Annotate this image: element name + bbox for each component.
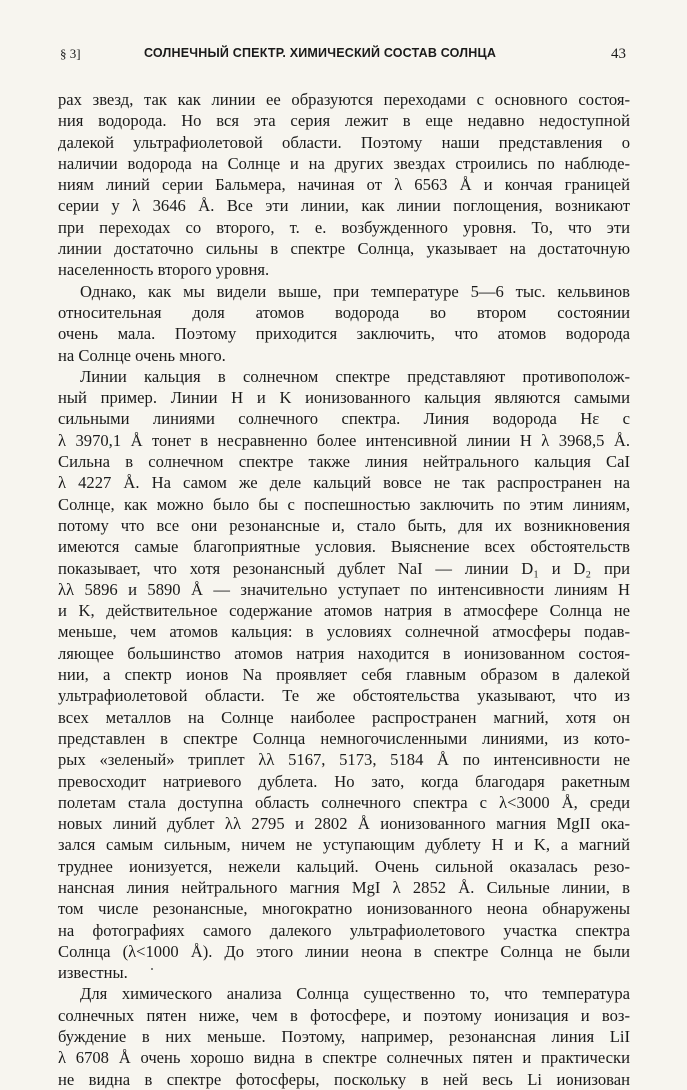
text-line: Сильна в солнечном спектре также линия нейтрального кальция CaI [58, 452, 630, 472]
text-line: не видна в спектре фотосферы, поскольку в ней весь Li ионизован [58, 1069, 630, 1089]
print-speck [151, 968, 153, 970]
text-line: очень мала. Поэтому приходится заключить, что атомов водорода [58, 324, 630, 344]
text-line: ультрафиолетовой области. Те же обстоятельства указывают, что из [58, 686, 630, 706]
text-line: сильными линиями солнечного спектра. Линия водорода Hε с [58, 409, 630, 429]
text-line: серии у λ 3646 Å. Все эти линии, как линии поглощения, возникают [58, 196, 630, 216]
text-line: имеются самые благоприятные условия. Выяснение всех обстоятельств [58, 537, 630, 557]
section-marker: § 3] [60, 46, 81, 61]
text-line: известны. [58, 963, 128, 983]
text-line: λ 3970,1 Å тонет в несравненно более интенсивной линии H λ 3968,5 Å. [58, 430, 630, 450]
text-line: ниям линий серии Бальмера, начиная от λ 6563 Å и кончая границей [58, 175, 630, 195]
page-body [58, 89, 630, 1090]
text-line: λλ 5896 и 5890 Å — значительно уступает по интенсивности линиям H [58, 579, 630, 599]
text-line: линии достаточно сильны в спектре Солнца, указывает на достаточную [58, 239, 630, 259]
text-line: наличии водорода на Солнце и на других звездах строились по наблюде- [58, 153, 630, 173]
text-line: труднее ионизуется, нежели кальций. Очень сильной оказалась резо- [58, 856, 630, 876]
text-line: относительная доля атомов водорода во втором состоянии [58, 302, 630, 322]
text-line: потому что все они резонансные и, стало быть, для их возникновения [58, 515, 630, 535]
running-header [60, 46, 626, 68]
text-line: всех металлов на Солнце наиболее распространен магний, хотя он [58, 707, 630, 727]
text-line: том числе резонансные, многократно ионизованного неона обнаружены [58, 899, 630, 919]
text-line: ния водорода. Но вся эта серия лежит в еще недавно недоступной [58, 111, 630, 131]
text-line: солнечных пятен ниже, чем в фотосфере, и поэтому ионизация и воз- [58, 1005, 630, 1025]
text-line: нии, а спектр ионов Na проявляет себя главным образом в далекой [58, 665, 630, 685]
text-line: при переходах со второго, т. е. возбужденного уровня. То, что эти [58, 217, 630, 237]
text-line: новых линий дублет λλ 2795 и 2802 Å ионизованного магния MgII ока- [58, 814, 630, 834]
text-line: полетам стала доступна область солнечного спектра с λ<3000 Å, среди [58, 792, 630, 812]
text-line: далекой ультрафиолетовой области. Поэтому наши представления о [58, 132, 630, 152]
text-line: Солнце, как можно было бы с поспешностью заключить по этим линиям, [58, 494, 630, 514]
text-line: показывает, что хотя резонансный дублет NaI — линии D₁ и D₂ при [58, 558, 630, 578]
text-line: ный пример. Линии H и K ионизованного кальция являются самыми [58, 388, 630, 408]
text-line: населенность второго уровня. [58, 260, 270, 280]
text-line: зался самым сильным, ничем не уступающим дублету H и K, а магний [58, 835, 630, 855]
page-number: 43 [611, 46, 626, 62]
text-line: рах звезд, так как линии ее образуются переходами с основного состоя- [58, 90, 630, 109]
text-line: λ 4227 Å. На самом же деле кальций вовсе не так распространен на [58, 473, 630, 493]
text-line: ляющее большинство атомов натрия находится в ионизованном состоя- [58, 643, 630, 663]
text-line: буждение в них меньше. Поэтому, например, резонансная линия LiI [58, 1027, 630, 1047]
text-line: λ 6708 Å очень хорошо видна в спектре солнечных пятен и практически [58, 1048, 630, 1068]
text-line: на Солнце очень много. [58, 345, 226, 365]
text-line: нансная линия нейтрального магния MgI λ 2852 Å. Сильные линии, в [58, 877, 630, 897]
text-line: превосходит натриевого дублета. Но зато, когда благодаря ракетным [58, 771, 630, 791]
text-line: Для химического анализа Солнца существенно то, что температура [80, 984, 630, 1004]
text-line: Линии кальция в солнечном спектре представляют противополож- [80, 366, 630, 386]
text-line: Однако, как мы видели выше, при температуре 5—6 тыс. кельвинов [80, 281, 630, 301]
text-line: и K, действительное содержание атомов натрия в атмосфере Солнца не [58, 601, 630, 621]
text-line: меньше, чем атомов кальция: в условиях солнечной атмосферы подав- [58, 622, 630, 642]
text-line: рых «зеленый» триплет λλ 5167, 5173, 5184 Å по интенсивности не [58, 750, 630, 770]
text-line: на фотографиях самого далекого ультрафиолетового участка спектра [58, 920, 630, 940]
running-title: СОЛНЕЧНЫЙ СПЕКТР. ХИМИЧЕСКИЙ СОСТАВ СОЛНЦА [144, 46, 497, 60]
text-line: представлен в спектре Солнца немногочисленными линиями, из кото- [58, 728, 630, 748]
text-line: Солнца (λ<1000 Å). До этого линии неона в спектре Солнца не были [58, 941, 630, 961]
